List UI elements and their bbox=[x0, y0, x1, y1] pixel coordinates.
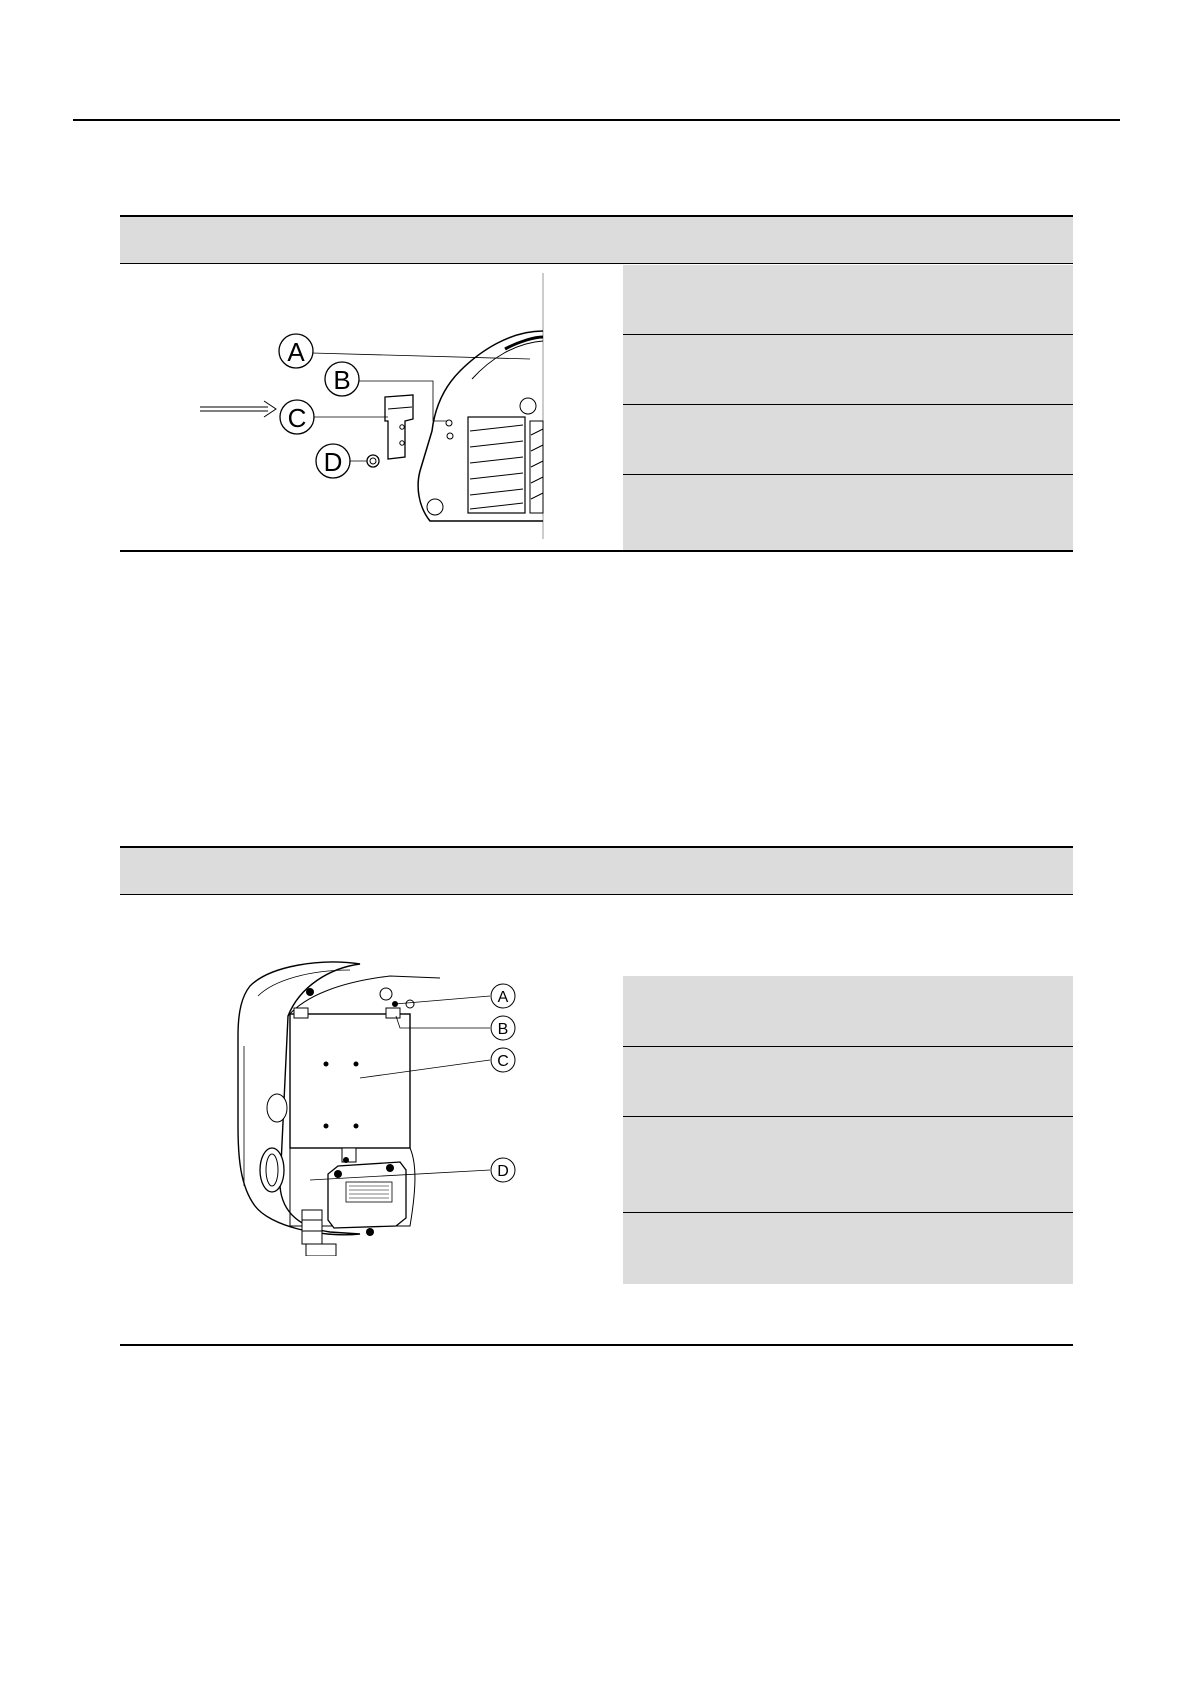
label-a bbox=[491, 984, 515, 1008]
callout-b bbox=[623, 1046, 1073, 1116]
label-b bbox=[325, 362, 359, 396]
section-2 bbox=[120, 846, 1073, 1346]
wallbox-rear-diagram bbox=[210, 956, 620, 1256]
svg-text:D: D bbox=[323, 447, 343, 477]
label-c bbox=[280, 400, 314, 434]
svg-text:A: A bbox=[497, 989, 509, 1006]
svg-text:B: B bbox=[497, 1021, 509, 1038]
callout-c bbox=[623, 404, 1073, 474]
section-2-callouts bbox=[623, 976, 1073, 1284]
label-a bbox=[279, 334, 313, 368]
callout-d bbox=[623, 1212, 1073, 1284]
callout-d bbox=[623, 474, 1073, 550]
label-d bbox=[316, 444, 350, 478]
svg-text:D: D bbox=[497, 1163, 509, 1180]
section-2-bottom-rule bbox=[120, 1344, 1073, 1346]
callout-a bbox=[623, 976, 1073, 1046]
label-b bbox=[491, 1016, 515, 1040]
callout-b bbox=[623, 334, 1073, 404]
section-1-callouts bbox=[623, 265, 1073, 550]
svg-text:A: A bbox=[287, 337, 305, 367]
svg-text:C: C bbox=[497, 1053, 509, 1070]
svg-text:B: B bbox=[333, 365, 351, 395]
mounting-bracket-diagram bbox=[150, 271, 670, 543]
section-1-figure bbox=[150, 271, 670, 543]
section-1-bottom-rule bbox=[120, 550, 1073, 552]
section-2-header bbox=[120, 846, 1073, 895]
label-d bbox=[491, 1158, 515, 1182]
callout-a bbox=[623, 265, 1073, 334]
section-1 bbox=[120, 215, 1073, 552]
page-top-rule bbox=[73, 119, 1120, 121]
svg-text:C: C bbox=[287, 403, 307, 433]
section-1-header bbox=[120, 215, 1073, 264]
callout-c bbox=[623, 1116, 1073, 1212]
label-c bbox=[491, 1048, 515, 1072]
section-2-figure bbox=[210, 956, 620, 1256]
